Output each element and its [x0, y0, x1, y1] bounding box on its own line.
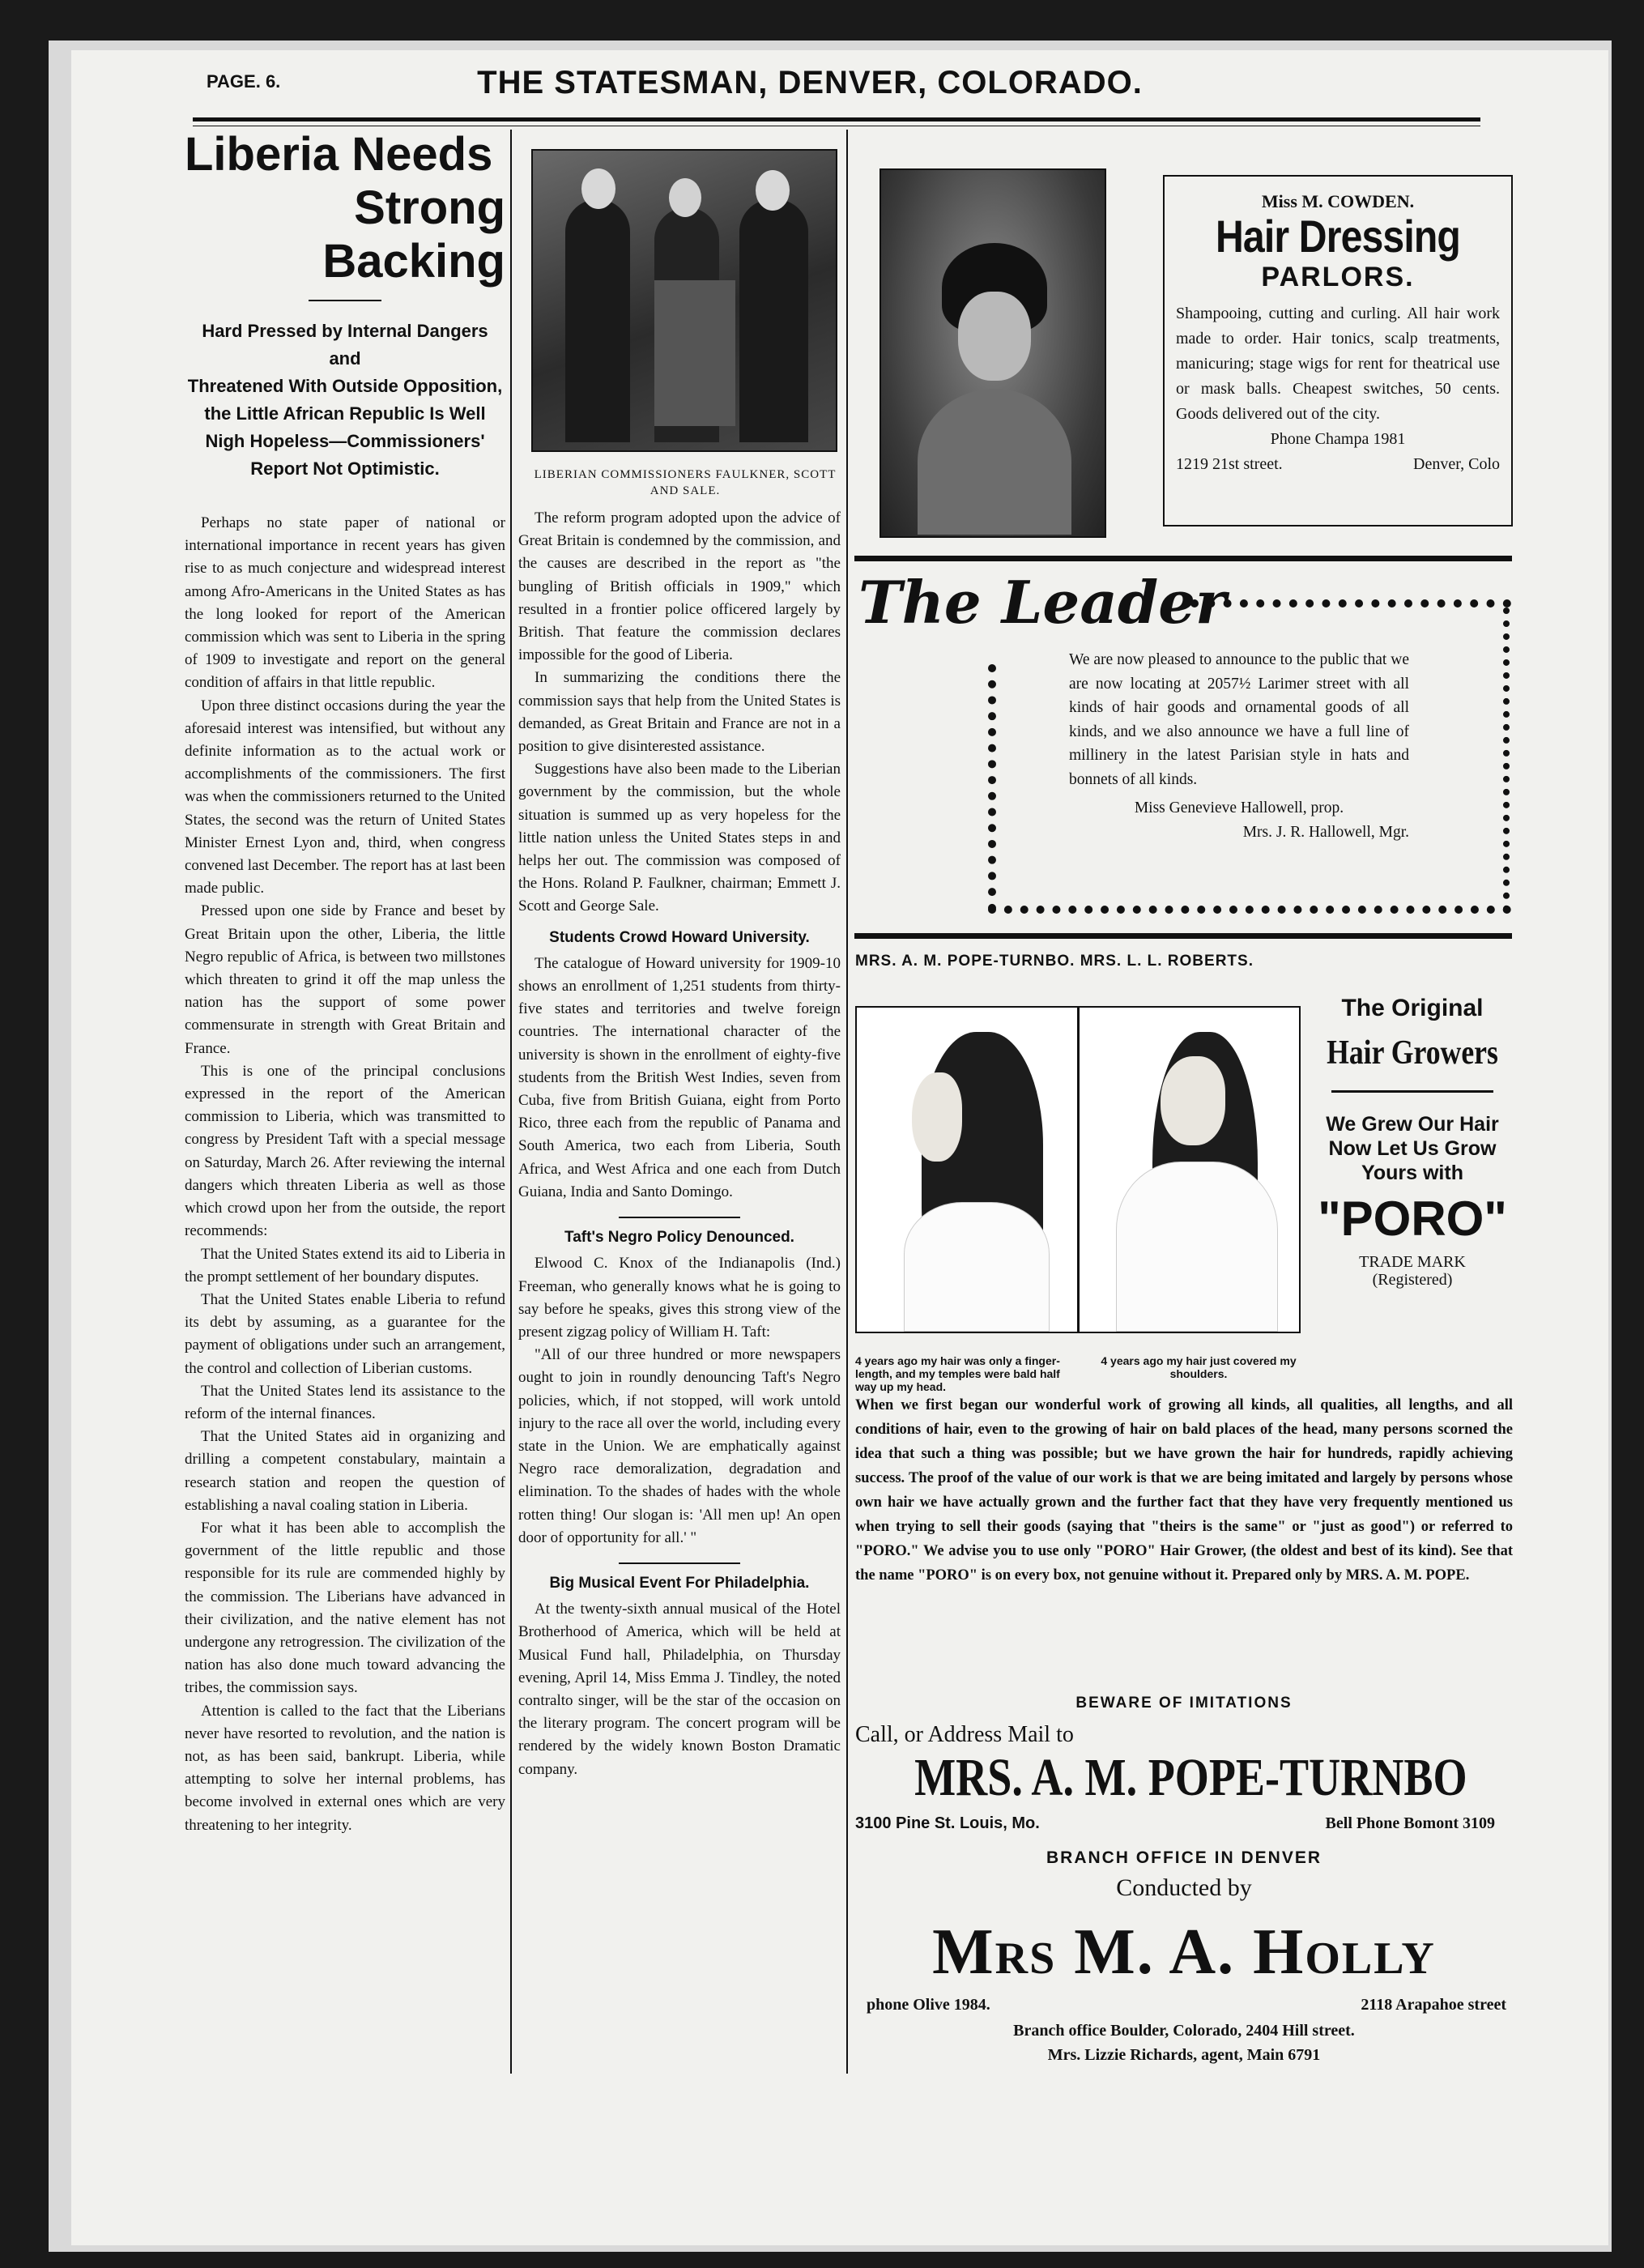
boulder-branch: Branch office Boulder, Colorado, 2404 Hill street. [1013, 2022, 1355, 2040]
sidebar-rule [1331, 1090, 1493, 1093]
deck-line: Nigh Hopeless—Commissioners' [205, 431, 485, 451]
leader-body: We are now pleased to announce to the public that we are now locating at 2057½ Larimer street with all kinds of hair goods and ornamental goods of all kinds, and we also announce we have a full line of millinery in the latest Parisian style in hats and bonnets of all kinds. [1069, 651, 1409, 788]
leader-mgr: Mrs. J. R. Hallowell, Mgr. [1242, 823, 1409, 841]
article-paragraph: The reform program adopted upon the advice of Great Britain is condemned by the commission, and the causes are described in the report as "the bungling of British officials in 1909," which resulted in a frontier police officered largely by British. That feature the commission declares impossible for the good of Liberia. [518, 509, 841, 664]
article-paragraph: That the United States lend its assistance to the reform of the internal finances. [185, 1382, 505, 1422]
section-rule [619, 1562, 740, 1564]
leader-body-wrap [1069, 648, 1409, 844]
column-divider-2 [846, 130, 848, 2074]
cowden-subtitle: PARLORS. [1261, 262, 1415, 292]
cowden-name: Miss M. COWDEN. [1261, 191, 1415, 211]
taft-paragraph: "All of our three hundred or more newspapers ought to join in roundly denouncing Taft's Negro policies, which, if not stopped, will work untold injury to the race all over the world, including every state in the Union. We are emphatically against Negro race demoralization, degradation and elimination. To the shades of hades with the whole rotten thing! Our slogan is: 'All men up! An open door of opportunity for all.' " [518, 1346, 841, 1546]
poro-names: MRS. A. M. POPE-TURNBO. MRS. L. L. ROBERTS. [855, 953, 1254, 970]
leader-rule-bottom [854, 933, 1512, 939]
leader-prop: Miss Genevieve Hallowell, prop. [1134, 799, 1344, 816]
photo-caption: LIBERIAN COMMISSIONERS FAULKNER, SCOTT AND SALE. [534, 468, 837, 497]
commissioners-photo [531, 149, 837, 452]
branch-office: BRANCH OFFICE IN DENVER [1046, 1848, 1322, 1867]
poro-photos [855, 1006, 1301, 1333]
leader-border-right [1503, 608, 1510, 912]
trademark: TRADE MARK [1359, 1253, 1466, 1271]
article-paragraph: Perhaps no state paper of national or international importance in recent years has given rise to as much conjecture and widespread interest among Afro-Americans in the United States as has the long looked for report of the American commission which was sent to Liberia in the spring of 1909 to investigate and report on the general condition of affairs in that little republic. [185, 514, 505, 692]
masthead: THE STATESMAN, DENVER, COLORADO. [477, 65, 1143, 100]
liberia-article [185, 128, 505, 1837]
holly-address: 2118 Arapahoe street [1361, 1996, 1506, 2014]
portrait-photo [879, 168, 1106, 538]
boulder-agent: Mrs. Lizzie Richards, agent, Main 6791 [1047, 2046, 1321, 2064]
taft-headline: Taft's Negro Policy Denounced. [564, 1229, 794, 1247]
turnbo-name: MRS. A. M. POPE-TURNBO [914, 1748, 1467, 1807]
cowden-body: Shampooing, cutting and curling. All hair work made to order. Hair tonics, scalp treatments, manicuring; stage wigs for rent for theatrical use or mask balls. Cheapest switches, 50 cents. Goods delivered out of the city. [1176, 305, 1500, 423]
article-paragraph: That the United States enable Liberia to refund its debt by assuming, as a guarantee for the payment of obligations under such an arrangement, the control and collection of Liberian customs. [185, 1290, 505, 1377]
deck-line: Hard Pressed by Internal Dangers and [202, 321, 488, 369]
leader-border-bottom [988, 906, 1511, 914]
deck-line: Report Not Optimistic. [250, 458, 440, 479]
page-number: PAGE. 6. [207, 71, 281, 92]
column-divider-1 [510, 130, 512, 2074]
face-left [581, 168, 615, 209]
howard-paragraph: The catalogue of Howard university for 1909-10 shows an enrollment of 1,251 students from thirty-five states and territories and twelve foreign countries. The international character of the university is shown in the enrollment of eighty-five students from the British West Indies, seven from Cuba, five from British Guiana, eight from Porto Rico, three each from the republic of Panama and South America, two each from Liberia, South Africa, and West Africa and one each from Dutch Guiana, India and Santo Domingo. [518, 954, 841, 1200]
poro-brand: "PORO" [1318, 1192, 1507, 1246]
stl-row [855, 1814, 1495, 1833]
article-deck [185, 318, 505, 483]
musical-paragraph: At the twenty-sixth annual musical of the Hotel Brotherhood of America, which will be held at Musical Fund hall, Philadelphia, on Thursday evening, April 14, Miss Emma J. Tindley, the noted contralto singer, will be the star of the occasion on the literary program. The concert program will be rendered by the widely known Boston Dramatic company. [518, 1601, 841, 1778]
hair-growers-label: Hair Growers [1327, 1034, 1498, 1072]
cowden-city: Denver, Colo [1413, 455, 1500, 473]
holly-phone: phone Olive 1984. [867, 1996, 990, 2014]
header-rule [193, 117, 1480, 122]
middle-column [518, 507, 841, 1781]
cowden-address-row [1176, 452, 1500, 477]
article-paragraph: Attention is called to the fact that the Liberians never have resorted to revolution, and the nation is not, as has been said, bankrupt. Liberia, while attempting to solve her internal problems, has become involved in external ones which are very threatening to her integrity. [185, 1702, 505, 1834]
bell-phone: Bell Phone Bomont 3109 [1325, 1814, 1495, 1832]
leader-border-left [988, 664, 996, 912]
caption-left: 4 years ago my hair was only a finger-length, and my temples were bald half way up my head. [855, 1354, 1060, 1393]
leader-rule-top [854, 556, 1512, 561]
beware-line: BEWARE OF IMITATIONS [1075, 1695, 1293, 1712]
deck-line: Threatened With Outside Opposition, [187, 376, 503, 396]
poro-sidebar [1310, 995, 1514, 1289]
article-paragraph: That the United States extend its aid to Liberia in the prompt settlement of her boundary disputes. [185, 1245, 505, 1285]
cowden-title: Hair Dressing [1216, 211, 1460, 262]
holly-name: Mrs M. A. Holly [932, 1916, 1436, 1988]
left-woman-blouse [904, 1202, 1050, 1332]
caption-right: 4 years ago my hair just covered my shoulders. [1101, 1354, 1297, 1380]
figure-left [565, 199, 630, 442]
article-paragraph: For what it has been able to accomplish the government of the little republic and those responsible for its rule are commended highly by the commission. The Liberians have advanced in their civilization, and the native element has not undergone any retrogression. The civilization of the nation has also done much toward advancing the tribes, the commission says. [185, 1519, 505, 1697]
right-woman-face [1161, 1056, 1225, 1145]
portrait-face [958, 292, 1031, 381]
section-rule [619, 1217, 740, 1218]
photo-divider [1077, 1008, 1080, 1332]
slogan: We Grew Our Hair Now Let Us Grow Yours with [1326, 1113, 1499, 1184]
holly-phone-row [867, 1996, 1506, 2014]
leader-border-top [1190, 599, 1511, 608]
table [654, 280, 735, 426]
registered: (Registered) [1372, 1271, 1453, 1289]
taft-paragraph: Elwood C. Knox of the Indianapolis (Ind.) Freeman, who generally knows what he is going to say before he speaks, gives this strong view of the present zigzag policy of William H. Taft: [518, 1255, 841, 1341]
poro-body: When we first began our wonderful work of growing all kinds, all qualities, all lengths, and all conditions of hair, even to the growing of hair on bald places of the head, many persons scorned the idea that such a thing was possible; but we have grown the hair for hundreds, rapidly achieving success. The proof of the value of our work is that we are being imitated and largely by persons whose own hair we have actually grown and the further fact that they have very frequently mentioned us when trying to sell their goods (saying that "theirs is the same" or "just as good") or referred to "PORO." We advise you to use only "PORO" Hair Grower, (the oldest and best of its kind). See that the name "PORO" is on every box, not genuine without it. Prepared only by MRS. A. M. POPE. [855, 1397, 1513, 1584]
article-paragraph: That the United States aid in organizing and drilling a competent constabulary, maintain a research station and reopen the question of establishing a naval coaling station in Liberia. [185, 1428, 505, 1514]
cowden-address: 1219 21st street. [1176, 455, 1283, 473]
face-right [756, 170, 790, 211]
right-woman-blouse [1116, 1162, 1278, 1332]
article-paragraph: This is one of the principal conclusions expressed in the report of the American commission to Liberia, which was transmitted to congress by President Taft with a special message on Saturday, March 26. After reviewing the internal dangers which threaten Liberia as well as those which crowd upon her from the outside, the report recommends: [185, 1062, 505, 1240]
headline-line-2: Strong Backing [322, 181, 505, 288]
musical-headline: Big Musical Event For Philadelphia. [549, 1574, 810, 1592]
howard-headline: Students Crowd Howard University. [549, 928, 810, 946]
call-line: Call, or Address Mail to [855, 1722, 1074, 1747]
original-label: The Original [1341, 995, 1484, 1021]
figure-right [739, 199, 808, 442]
cowden-ad [1163, 175, 1513, 526]
page-header [121, 65, 1498, 113]
article-paragraph: Upon three distinct occasions during the year the aforesaid interest was intensified, but without any definite information as to the actual work or accomplishments of the commissioners. The first was when the commissioners returned to the United States, the second was the return of United States Minister Ernest Lyon and, third, when congress convened last December. The report has at last been made public. [185, 697, 505, 897]
face-center [669, 178, 701, 217]
conducted-by: Conducted by [1116, 1874, 1252, 1901]
cowden-phone: Phone Champa 1981 [1270, 430, 1406, 448]
article-paragraph: In summarizing the conditions there the commission says that help from the United States is demanded, as Great Britain and France are not in a position to give disinterested assistance. [518, 669, 841, 756]
headline-line-1: Liberia Needs [185, 128, 493, 181]
stl-address: 3100 Pine St. Louis, Mo. [855, 1814, 1040, 1832]
left-woman-face [912, 1072, 962, 1162]
portrait-dress [918, 389, 1071, 535]
leader-title: The Leader [858, 568, 1226, 637]
article-paragraph: Suggestions have also been made to the Liberian government by the commission, but the whole situation is summed up as very hopeless for the little nation unless the United States steps in and helps her out. The commission was composed of the Hons. Roland P. Faulkner, chairman; Emmett J. Scott and George Sale. [518, 761, 841, 915]
headline-rule [309, 300, 381, 301]
article-paragraph: Pressed upon one side by France and beset by Great Britain upon the other, Liberia, the little Negro republic of Africa, is between two millstones which threaten to grind it off the map unless the nation has the support of some power commensurate in strength with Great Britain and France. [185, 902, 505, 1057]
deck-line: the Little African Republic Is Well [204, 403, 486, 424]
